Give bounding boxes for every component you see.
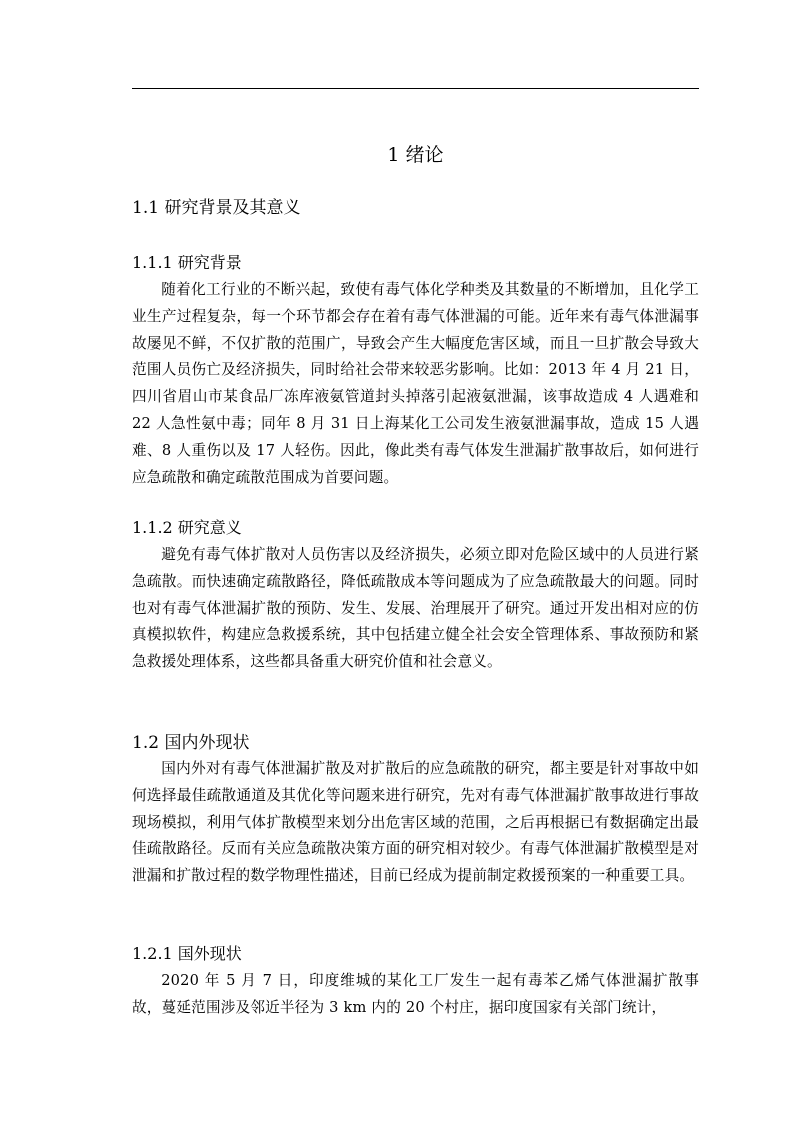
section-heading-1-1: 1.1 研究背景及其意义 (132, 198, 301, 218)
paragraph-1-1-1: 随着化工行业的不断兴起，致使有毒气体化学种类及其数量的不断增加，且化学工业生产过程复杂，每一个环节都会存在着有毒气体泄漏的可能。近年来有毒气体泄漏事故屡见不鲜，不仅扩散的范围广，导致会产生大幅度危害区域，而且一旦扩散会导致大范围人员伤亡及经济损失，同时给社会带来较恶劣影响。比如：2013 年 4 月 21 日，四川省眉山市某食品厂冻库液氨管道封头掉落引起液氨泄漏，该事故造成 4 人遇难和 22 人急性氨中毒；同年 8 月 31 日上海某化工公司发生液氨泄漏事故，造成 15 人遇难、8 人重伤以及 17 人轻伤。因此，像此类有毒气体发生泄漏扩散事故后，如何进行应急疏散和确定疏散范围成为首要问题。 (132, 281, 699, 486)
chapter-title: 1 绪论 (387, 144, 444, 166)
header-rule (132, 88, 699, 89)
section-heading-1-2-1: 1.2.1 国外现状 (132, 944, 242, 963)
paragraph-1-2-1: 2020 年 5 月 7 日，印度维城的某化工厂发生一起有毒苯乙烯气体泄漏扩散事故，蔓延范围涉及邻近半径为 3 km 内的 20 个村庄，据印度国家有关部门统计， (132, 972, 699, 1016)
section-heading-1-1-1: 1.1.1 研究背景 (132, 253, 242, 272)
section-heading-1-2: 1.2 国内外现状 (132, 733, 250, 753)
paragraph-1-1-2: 避免有毒气体扩散对人员伤害以及经济损失，必须立即对危险区域中的人员进行紧急疏散。而快速确定疏散路径，降低疏散成本等问题成为了应急疏散最大的问题。同时也对有毒气体泄漏扩散的预防、发生、发展、治理展开了研究。通过开发出相对应的仿真模拟软件，构建应急救援系统，其中包括建立健全社会安全管理体系、事故预防和紧急救援处理体系，这些都具备重大研究价值和社会意义。 (132, 546, 699, 671)
section-heading-1-1-2: 1.1.2 研究意义 (132, 518, 242, 537)
paragraph-1-2: 国内外对有毒气体泄漏扩散及对扩散后的应急疏散的研究，都主要是针对事故中如何选择最佳疏散通道及其优化等问题来进行研究，先对有毒气体泄漏扩散事故进行事故现场模拟，利用气体扩散模型来划分出危害区域的范围，之后再根据已有数据确定出最佳疏散路径。反而有关应急疏散决策方面的研究相对较少。有毒气体泄漏扩散模型是对泄漏和扩散过程的数学物理性描述，目前已经成为提前制定救援预案的一种重要工具。 (132, 760, 699, 885)
